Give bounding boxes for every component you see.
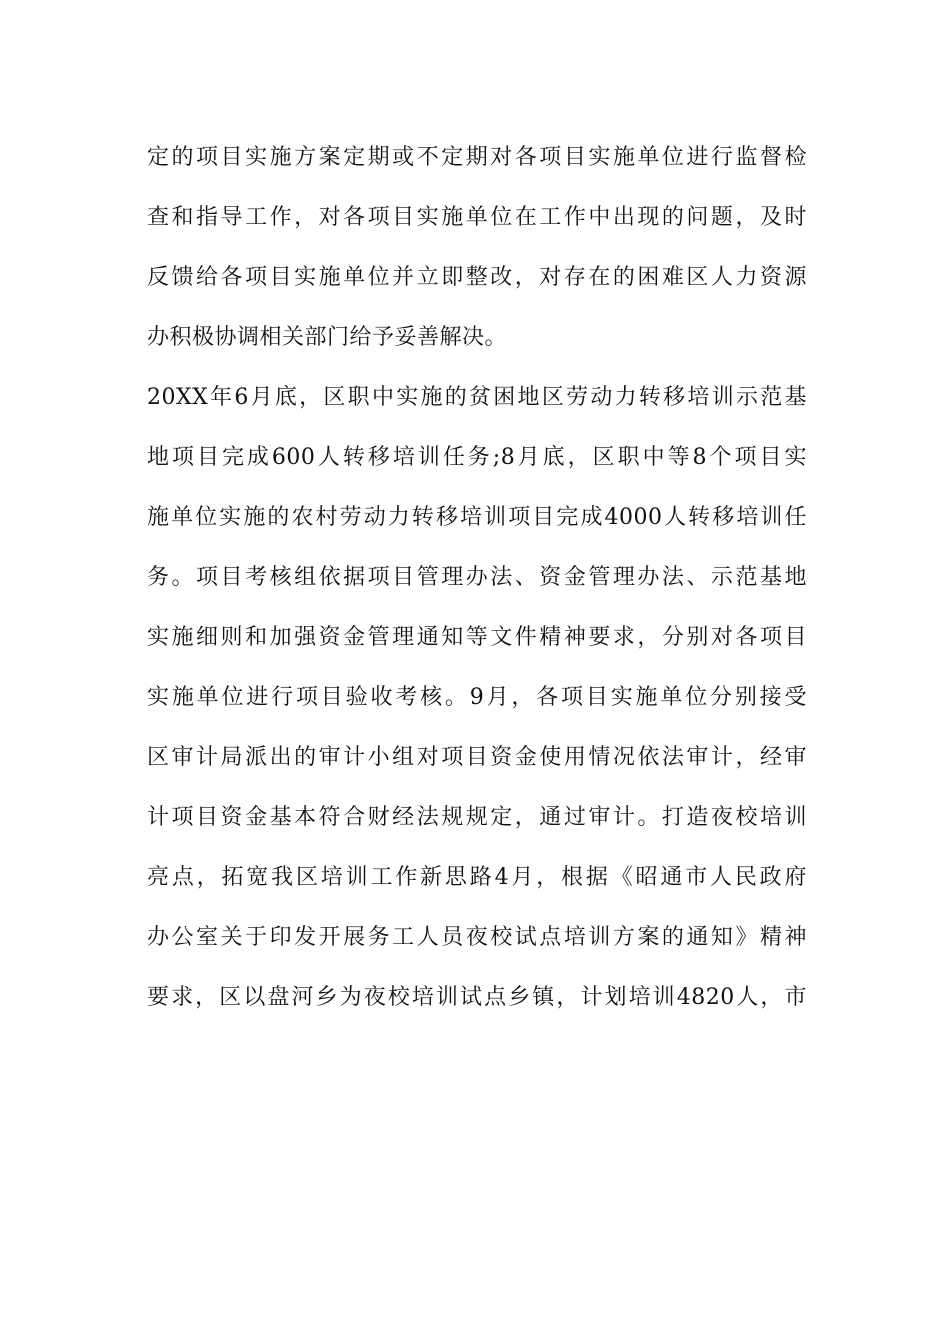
text-line: 务。项目考核组依据项目管理办法、资金管理办法、示范基地 — [147, 565, 807, 590]
text-line: 实施单位进行项目验收考核。9月，各项目实施单位分别接受 — [147, 685, 807, 710]
text-line: 办公室关于印发开展务工人员夜校试点培训方案的通知》精神 — [147, 925, 807, 950]
text-line: 反馈给各项目实施单位并立即整改，对存在的困难区人力资源 — [147, 265, 807, 290]
body-text — [147, 128, 807, 1028]
text-line: 区审计局派出的审计小组对项目资金使用情况依法审计，经审 — [147, 745, 807, 770]
text-line: 地项目完成600人转移培训任务;8月底，区职中等8个项目实 — [147, 445, 807, 470]
text-line: 计项目资金基本符合财经法规规定，通过审计。打造夜校培训 — [147, 805, 807, 830]
text-line: 查和指导工作，对各项目实施单位在工作中出现的问题，及时 — [147, 205, 807, 230]
text-line: 实施细则和加强资金管理通知等文件精神要求，分别对各项目 — [147, 625, 807, 650]
text-line: 亮点，拓宽我区培训工作新思路4月，根据《昭通市人民政府 — [147, 865, 807, 890]
text-line: 办积极协调相关部门给予妥善解决。 — [147, 325, 508, 350]
text-line: 定的项目实施方案定期或不定期对各项目实施单位进行监督检 — [147, 145, 807, 170]
text-line: 施单位实施的农村劳动力转移培训项目完成4000人转移培训任 — [147, 505, 807, 530]
text-line: 20XX年6月底，区职中实施的贫困地区劳动力转移培训示范基 — [147, 385, 807, 410]
text-line: 要求，区以盘河乡为夜校培训试点乡镇，计划培训4820人，市 — [147, 985, 807, 1010]
